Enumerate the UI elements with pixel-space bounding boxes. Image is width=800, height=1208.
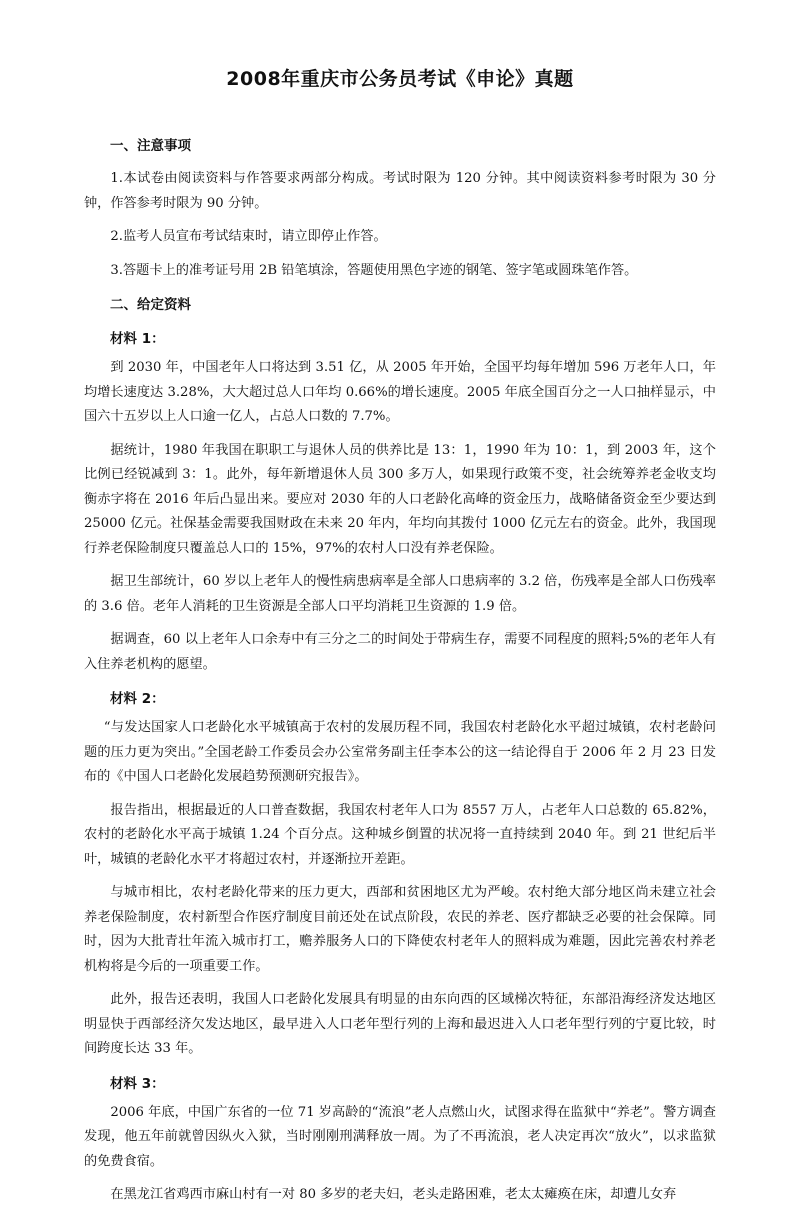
section-heading-notes: 一、注意事项 [110,138,191,154]
material-2-paragraph: “与发达国家人口老龄化水平城镇高于农村的发展历程不同，我国农村老龄化水平超过城镇，农村老龄问题的压力更为突出。”全国老龄工作委员会办公室常务副主任李本公的这一结论得自于 2006 年 2 月 23 日发布的《中国人口老龄化发展趋势预测研究报告》。 [84,720,716,784]
notes-item-3: 3.答题卡上的准考证号用 2B 铅笔填涂，答题使用黑色字迹的钢笔、签字笔或圆珠笔作答。 [110,262,638,278]
notes-item-1: 1.本试卷由阅读资料与作答要求两部分构成。考试时限为 120 分钟。其中阅读资料参考时限为 30 分钟，作答参考时限为 90 分钟。 [84,171,716,211]
notes-item-2: 2.监考人员宣布考试结束时，请立即停止作答。 [110,229,387,244]
material-3-paragraph: 在黑龙江省鸡西市麻山村有一对 80 多岁的老夫妇，老头走路困难，老太太瘫痪在床，却遭儿女弃 [110,1187,677,1202]
material-2-paragraph: 此外，报告还表明，我国人口老龄化发展具有明显的由东向西的区域梯次特征，东部沿海经济发达地区明显快于西部经济欠发达地区，最早进入人口老年型行列的上海和最迟进入人口老年型行列的宁夏比较，时间跨度长达 33 年。 [84,992,716,1056]
material-2-paragraph: 报告指出，根据最近的人口普查数据，我国农村老年人口为 8557 万人，占老年人口总数的 65.82%，农村的老龄化水平高于城镇 1.24 个百分点。这种城乡倒置的状况将一直持续到 2040 年。到 21 世纪后半叶，城镇的老龄化水平才将超过农村，并逐渐拉开差距。 [84,802,716,867]
material-1-paragraph: 据卫生部统计，60 岁以上老年人的慢性病患病率是全部人口患病率的 3.2 倍，伤残率是全部人口伤残率的 3.6 倍。老年人消耗的卫生资源是全部人口平均消耗卫生资源的 1.9 倍。 [84,574,716,614]
material-3-paragraph: 2006 年底，中国广东省的一位 71 岁高龄的“流浪”老人点燃山火，试图求得在监狱中“养老”。警方调查发现，他五年前就曾因纵火入狱，当时刚刚刑满释放一周。为了不再流浪，老人决定再次“放火”，以求监狱的免费食宿。 [84,1104,716,1169]
section-heading-materials: 二、给定资料 [110,297,191,313]
material-1-label: 材料 1： [110,331,165,347]
material-1-paragraph: 据统计，1980 年我国在职职工与退休人员的供养比是 13：1，1990 年为 10：1，到 2003 年，这个比例已经锐减到 3：1。此外，每年新增退休人员 300 多万人，如果现行政策不变，社会统筹养老金收支均衡赤字将在 2016 年后凸显出来。要应对 2030 年的人口老龄化高峰的资金压力，战略储备资金至少要达到 25000 亿元。社保基金需要我国财政在未来 20 年内，年均向其拨付 1000 亿元左右的资金。此外，我国现行养老保险制度只覆盖总人口的 15%，97%的农村人口没有养老保险。 [84,442,716,556]
material-2-label: 材料 2： [110,691,165,707]
page-title: 2008年重庆市公务员考试《申论》真题 [226,68,574,90]
material-2-paragraph: 与城市相比，农村老龄化带来的压力更大，西部和贫困地区尤为严峻。农村绝大部分地区尚未建立社会养老保险制度，农村新型合作医疗制度目前还处在试点阶段，农民的养老、医疗都缺乏必要的社会保障。同时，因为大批青壮年流入城市打工，赡养服务人口的下降使农村老年人的照料成为难题，因此完善农村养老机构将是今后的一项重要工作。 [84,885,716,974]
material-1-paragraph: 据调查，60 以上老年人口余寿中有三分之二的时间处于带病生存，需要不同程度的照料;5%的老年人有入住养老机构的愿望。 [84,632,716,672]
material-3-label: 材料 3： [110,1075,165,1092]
material-1-paragraph: 到 2030 年，中国老年人口将达到 3.51 亿，从 2005 年开始，全国平均每年增加 596 万老年人口，年均增长速度达 3.28%，大大超过总人口年均 0.66%的增长速度。2005 年底全国百分之一人口抽样显示，中国六十五岁以上人口逾一亿人，占总人口数的 7.7%。 [84,360,716,424]
